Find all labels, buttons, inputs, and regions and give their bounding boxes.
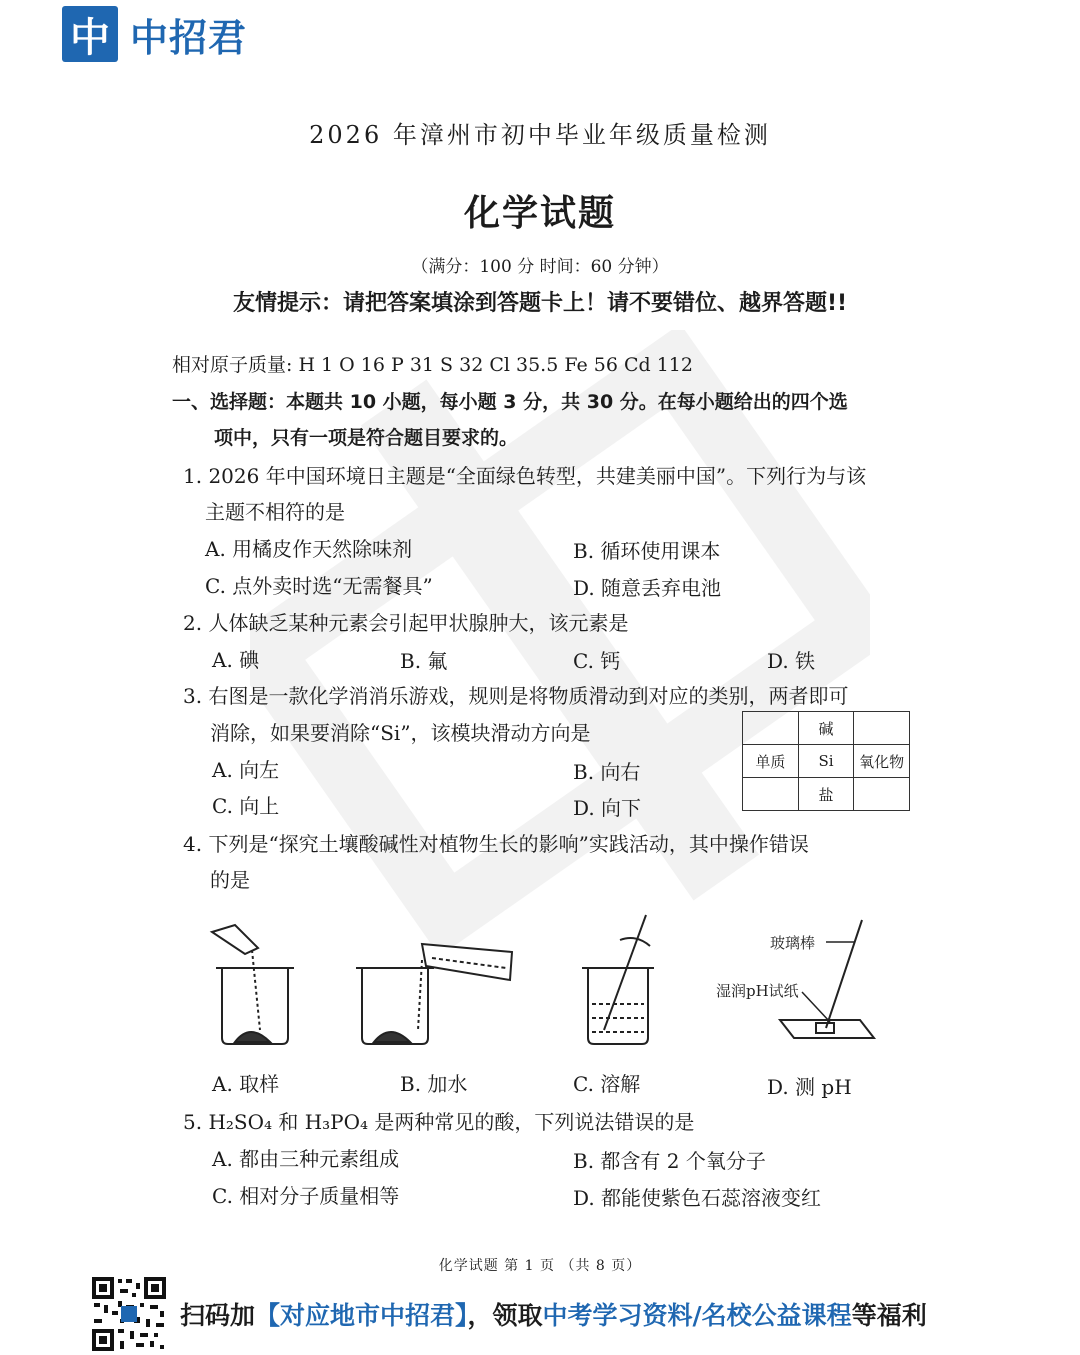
q4-option-c: C. 溶解 bbox=[573, 1072, 641, 1096]
q4-option-a: A. 取样 bbox=[212, 1072, 280, 1096]
section-heading-line2: 项中，只有一项是符合题目要求的。 bbox=[214, 427, 519, 449]
logo-mark bbox=[62, 6, 118, 62]
brand-name: 中招君 bbox=[130, 15, 248, 60]
page-number: 化学试题 第 1 页 （共 8 页） bbox=[438, 1258, 642, 1274]
q4-experiment-figures bbox=[190, 910, 890, 1060]
grid-cell bbox=[854, 778, 910, 811]
q5-option-d: D. 都能使紫色石蕊溶液变红 bbox=[573, 1186, 822, 1210]
grid-cell: Si bbox=[798, 745, 854, 778]
q1-stem-line2: 主题不相符的是 bbox=[205, 500, 345, 524]
q3-option-a: A. 向左 bbox=[212, 758, 280, 782]
score-time: （满分：100 分 时间：60 分钟） bbox=[411, 257, 669, 277]
q3-option-b: B. 向右 bbox=[573, 760, 641, 784]
q2-option-a: A. 碘 bbox=[212, 648, 260, 672]
grid-cell bbox=[854, 712, 910, 745]
q2-option-c: C. 钙 bbox=[573, 649, 621, 673]
atomic-masses: 相对原子质量: H 1 O 16 P 31 S 32 Cl 35.5 Fe 56 Cd 112 bbox=[172, 354, 693, 376]
brand-logo bbox=[62, 6, 247, 62]
q3-stem-line2: 消除，如果要消除“Si”，该模块滑动方向是 bbox=[210, 721, 591, 745]
logo-char: 中 bbox=[70, 14, 110, 61]
exam-title: 2026 年漳州市初中毕业年级质量检测 bbox=[309, 121, 771, 149]
banner-highlight: 中考学习资料/名校公益课程 bbox=[542, 1301, 852, 1330]
grid-cell: 碱 bbox=[798, 712, 854, 745]
q2-option-d: D. 铁 bbox=[767, 649, 816, 673]
q3-option-d: D. 向下 bbox=[573, 796, 642, 820]
promo-banner[interactable] bbox=[180, 1296, 927, 1332]
q5-option-a: A. 都由三种元素组成 bbox=[212, 1147, 400, 1171]
banner-text: 扫码加 bbox=[180, 1301, 256, 1330]
q2-stem: 2. 人体缺乏某种元素会引起甲状腺肿大，该元素是 bbox=[183, 611, 629, 635]
q5-stem: 5. H₂SO₄ 和 H₃PO₄ 是两种常见的酸，下列说法错误的是 bbox=[183, 1110, 695, 1134]
q4-option-d: D. 测 pH bbox=[767, 1075, 852, 1099]
q1-option-a: A. 用橘皮作天然除味剂 bbox=[205, 537, 413, 561]
banner-text: 等福利 bbox=[851, 1301, 927, 1330]
q5-option-b: B. 都含有 2 个氧分子 bbox=[573, 1149, 766, 1173]
figure-sampling bbox=[212, 925, 294, 1044]
q4-stem-line1: 4. 下列是“探究土壤酸碱性对植物生长的影响”实践活动，其中操作错误 bbox=[183, 832, 809, 856]
grid-cell bbox=[743, 778, 799, 811]
grid-cell: 氧化物 bbox=[854, 745, 910, 778]
subject-title: 化学试题 bbox=[463, 192, 616, 234]
q4-stem-line2: 的是 bbox=[210, 868, 250, 892]
grid-cell bbox=[743, 712, 799, 745]
q1-option-d: D. 随意丢弃电池 bbox=[573, 576, 722, 600]
q1-stem-line1: 1. 2026 年中国环境日主题是“全面绿色转型，共建美丽中国”。下列行为与该 bbox=[183, 464, 867, 488]
q2-option-b: B. 氟 bbox=[400, 649, 448, 673]
q4-option-b: B. 加水 bbox=[400, 1072, 468, 1096]
figure-dissolve bbox=[582, 915, 654, 1044]
grid-cell: 单质 bbox=[743, 745, 799, 778]
qr-code-icon[interactable] bbox=[90, 1275, 168, 1353]
banner-highlight: 【对应地市中招君】 bbox=[255, 1301, 468, 1330]
q1-option-c: C. 点外卖时选“无需餐具” bbox=[205, 574, 433, 598]
section-heading-line1: 一、选择题：本题共 10 小题，每小题 3 分，共 30 分。在每小题给出的四个选 bbox=[172, 391, 848, 413]
figure-add-water bbox=[356, 944, 512, 1044]
q3-stem-line1: 3. 右图是一款化学消消乐游戏，规则是将物质滑动到对应的类别，两者即可 bbox=[183, 684, 849, 708]
banner-text: ，领取 bbox=[467, 1301, 543, 1330]
q3-option-c: C. 向上 bbox=[212, 794, 280, 818]
label-ph-paper: 湿润pH试纸 bbox=[716, 982, 799, 1000]
q1-option-b: B. 循环使用课本 bbox=[573, 539, 721, 563]
label-glass-rod: 玻璃棒 bbox=[770, 934, 816, 952]
grid-cell: 盐 bbox=[798, 778, 854, 811]
elimination-game-grid bbox=[742, 711, 910, 811]
q5-option-c: C. 相对分子质量相等 bbox=[212, 1184, 400, 1208]
friendly-tip: 友情提示：请把答案填涂到答题卡上！请不要错位、越界答题!! bbox=[232, 291, 848, 316]
